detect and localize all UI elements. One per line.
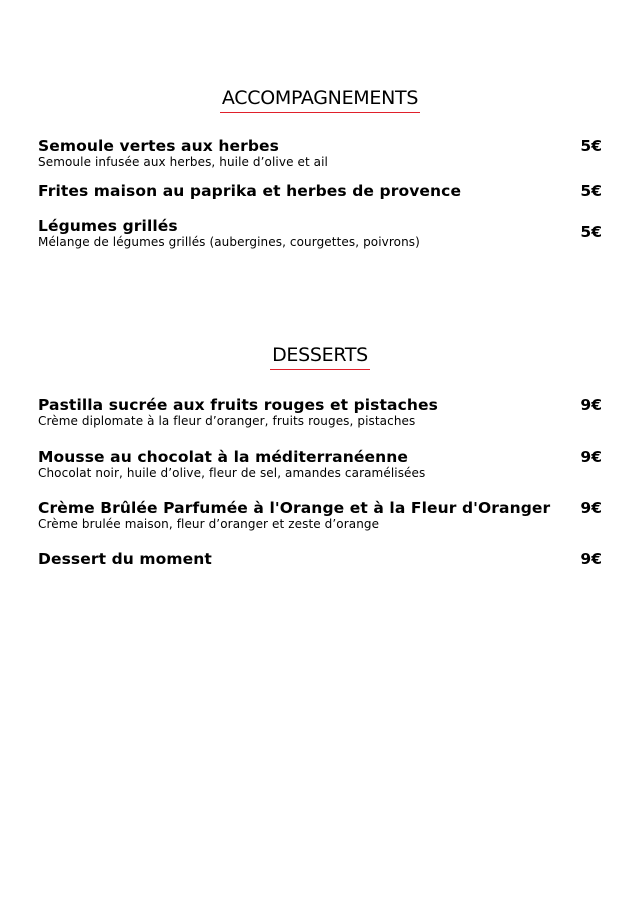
item-price: 5€ [580, 223, 602, 241]
item-name: Dessert du moment [38, 550, 212, 568]
item-description: Semoule infusée aux herbes, huile d’olive et ail [38, 155, 328, 169]
item-price: 5€ [580, 182, 602, 200]
section-desserts [0, 344, 640, 568]
menu-item-frites [38, 182, 602, 200]
section-heading-desserts: DESSERTS [270, 344, 370, 370]
item-price: 9€ [580, 396, 602, 414]
item-description: Mélange de légumes grillés (aubergines, courgettes, poivrons) [38, 235, 420, 249]
item-description: Crème diplomate à la fleur d’oranger, fruits rouges, pistaches [38, 414, 416, 428]
item-description: Chocolat noir, huile d’olive, fleur de sel, amandes caramélisées [38, 466, 426, 480]
menu-item-legumes [38, 217, 602, 249]
section-title [0, 344, 640, 370]
item-name: Crème Brûlée Parfumée à l'Orange et à la Fleur d'Oranger [38, 499, 551, 517]
item-name: Légumes grillés [38, 217, 178, 235]
section-accompagnements [0, 87, 640, 249]
item-price: 9€ [580, 448, 602, 466]
item-name: Frites maison au paprika et herbes de provence [38, 182, 462, 200]
item-name: Pastilla sucrée aux fruits rouges et pistaches [38, 396, 438, 414]
item-price: 9€ [580, 499, 602, 517]
item-name: Mousse au chocolat à la méditerranéenne [38, 448, 408, 466]
menu-item-dessert-du-moment [38, 550, 602, 568]
menu-item-pastilla [38, 396, 602, 428]
section-heading-accompagnements: ACCOMPAGNEMENTS [220, 87, 420, 113]
item-price: 5€ [580, 137, 602, 155]
section-title [0, 87, 640, 113]
item-description: Crème brulée maison, fleur d’oranger et zeste d’orange [38, 517, 380, 531]
menu-item-creme-brulee [38, 499, 602, 531]
item-price: 9€ [580, 550, 602, 568]
menu-item-semoule [38, 137, 602, 169]
menu-item-mousse [38, 448, 602, 480]
item-name: Semoule vertes aux herbes [38, 137, 279, 155]
